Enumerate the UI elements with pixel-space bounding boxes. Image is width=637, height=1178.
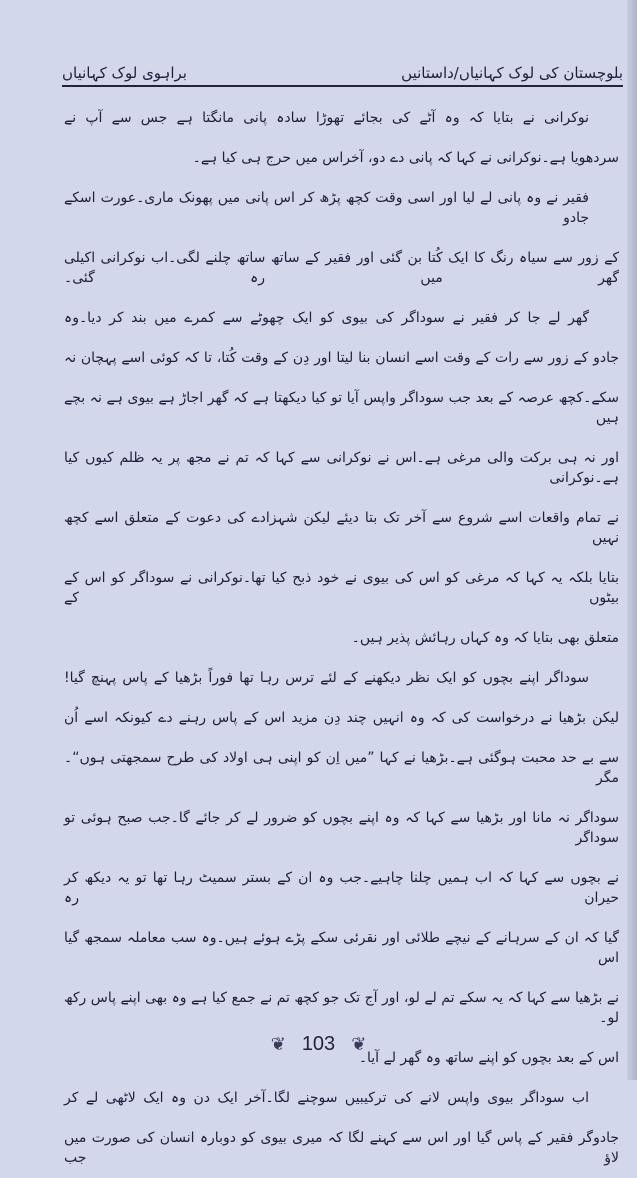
text-line: اور نہ ہی برکت والی مرغی ہے۔اس نے نوکرانی سے کہا کہ تم نے مجھ پر یہ ظلم کیوں کیا ہے۔نوکرانی <box>64 450 619 486</box>
text-line: گیا کہ ان کے سرہانے کے نیچے طلائی اور نقرئی سکے پڑے ہوئے ہیں۔وہ سب معاملہ سمجھ گیا اس <box>64 930 619 966</box>
text-line: کے زور سے سیاہ رنگ کا ایک کُتا بن گئی اور فقیر کے ساتھ ساتھ چلنے لگی۔اب نوکرانی اکیلی گھر میں رہ گئی۔ <box>64 250 619 286</box>
text-line: نے تمام واقعات اسے شروع سے آخر تک بتا دیئے لیکن شہزادے کی دعوت کے متعلق اسے کچھ نہیں <box>64 510 619 546</box>
page-edge-shadow <box>627 0 637 1080</box>
page-body-text <box>64 98 619 1178</box>
text-line: سوداگر اپنے بچوں کو ایک نظر دیکھنے کے لئے ترس رہا تھا فوراً بڑھیا کے پاس پہنچ گیا! <box>64 670 589 686</box>
text-line: فقیر نے وہ پانی لے لیا اور اسی وقت کچھ پڑھ کر اس پانی میں پھونک ماری۔عورت اسکے جادو <box>64 190 589 226</box>
text-line: سکے۔کچھ عرصہ کے بعد جب سوداگر واپس آیا تو کیا دیکھتا ہے کہ گھر اجاڑ ہے بیوی ہے نہ بچے ہیں <box>64 390 619 426</box>
text-line: سوداگر نہ مانا اور بڑھیا سے کہا کہ وہ اپنے بچوں کو ضرور لے کر جائے گا۔جب صبح ہوئی تو سوداگر <box>64 810 619 846</box>
book-title: بلوچستان کی لوک کہانیاں/داستانیں <box>401 64 623 82</box>
text-line: سردھویا ہے۔نوکرانی نے کہا کہ پانی دے دو، آخراس میں حرج ہی کیا ہے۔ <box>192 150 619 166</box>
text-line: گھر لے جا کر فقیر نے سوداگر کی بیوی کو ایک چھوٹے سے کمرے میں بند کر دیا۔وہ <box>64 310 589 326</box>
running-header <box>62 50 623 87</box>
page-footer <box>0 1033 637 1056</box>
page-number: 103 <box>301 1033 336 1055</box>
text-line: نے بڑھیا سے کہا کہ یہ سکے تم لے لو، اور آج تک جو کچھ تم نے جمع کیا ہے وہ بھی اپنے پاس رکھ لو۔ <box>64 990 619 1026</box>
ornament-left-icon: ❦ <box>270 1034 286 1054</box>
ornament-right-icon: ❦ <box>351 1034 367 1054</box>
text-line: متعلق بھی بتایا کہ وہ کہاں رہائش پذیر ہیں۔ <box>351 630 619 646</box>
text-line: لیکن بڑھیا نے درخواست کی کہ وہ انہیں چند دِن مزید اس کے پاس رہنے دے کیونکہ اسے اُن <box>64 710 619 726</box>
text-line: نوکرانی نے بتایا کہ وہ آٹے کی بجائے تھوڑا سادہ پانی مانگتا ہے جس سے آپ نے <box>64 110 589 126</box>
text-line: سے بے حد محبت ہوگئی ہے۔بڑھیا نے کہا ”میں اِن کو اپنی ہی اولاد کی طرح سمجھتی ہوں“۔مگر <box>64 750 619 786</box>
text-line: نے بچوں سے کہا کہ اب ہمیں چلنا چاہیے۔جب وہ ان کے بستر سمیٹ رہا تھا تو یہ دیکھ کر حیران رہ <box>64 870 619 906</box>
text-line: بتایا بلکہ یہ کہا کہ مرغی کو اس کی بیوی نے خود ذبح کیا تھا۔نوکرانی نے سوداگر کو اس کے بیٹوں کے <box>64 570 619 606</box>
text-line: جادوگر فقیر کے پاس گیا اور اس سے کہنے لگا کہ میری بیوی کو دوبارہ انسان کی صورت میں لاؤ جب <box>64 1130 619 1166</box>
section-title: براہوی لوک کہانیاں <box>62 64 187 82</box>
text-line: اب سوداگر بیوی واپس لانے کی ترکیبیں سوچنے لگا۔آخر ایک دن وہ ایک لاٹھی لے کر <box>64 1090 589 1106</box>
text-line: اس کے بعد بچوں کو اپنے ساتھ وہ گھر لے آیا۔ <box>358 1050 619 1066</box>
text-line: جادو کے زور سے رات کے وقت اسے انسان بنا لیتا اور دِن کے وقت کُتا، تا کہ کوئی اسے پہچان نہ <box>64 350 619 366</box>
